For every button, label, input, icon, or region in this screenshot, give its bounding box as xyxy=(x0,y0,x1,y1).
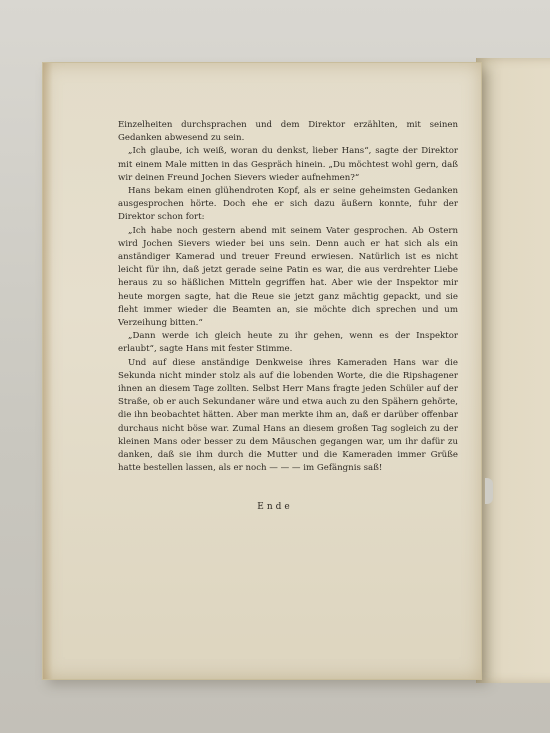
end-marker: Ende xyxy=(257,502,293,512)
paragraph-3: Hans bekam einen glühendroten Kopf, als er seine geheimsten Gedanken ausgesprochen hörte. Doch ehe er sich dazu äußern konnte, fuhr der Direktor schon fort: xyxy=(118,186,458,223)
paragraph-2: „Ich glaube, ich weiß, woran du denkst, lieber Hans“, sagte der Direktor mit einem Male mitten in das Gespräch hinein. „Du möchtest wohl gern, daß wir deinen Freund Jochen Sievers wieder aufnehmen?“ xyxy=(118,146,458,183)
page-tear xyxy=(485,478,493,504)
paragraph-4: „Ich habe noch gestern abend mit seinem Vater gesprochen. Ab Ostern wird Jochen Sievers wieder bei uns sein. Denn auch er hat sich als ein anständiger Kamerad und treuer Freund erwiesen. Natürlich ist es nicht leicht für ihn, daß jetzt gerade seine Patin es war, die aus verdrehter Liebe heraus zu so häßlichen Mitteln gegriffen hat. Aber wie der Inspektor mir heute morgen sagte, hat die Reue sie jetzt ganz mächtig gepackt, und sie fleht immer wieder die Beamten an, sie möchte dich sprechen und um Verzeihung bitten.“ xyxy=(118,225,458,329)
paragraph-1: Einzelheiten durchsprachen und dem Direktor erzählten, mit seinen Gedanken abwesend zu sein. xyxy=(118,120,458,144)
paragraph-5: „Dann werde ich gleich heute zu ihr gehen, wenn es der Inspektor erlaubt“, sagte Hans mit fester Stimme. xyxy=(118,331,458,355)
page-text xyxy=(118,119,458,475)
paragraph-6: Und auf diese anständige Denkweise ihres Kameraden Hans war die Sekunda nicht minder stolz als auf die lobenden Worte, die die Ripshagener ihnen an diesem Tage zollten. Selbst Herr Mans fragte jeden Schüler auf der Straße, ob er auch Sekundaner wäre und etwa auch zu den Spähern gehörte, die ihn beobachtet hätten. Aber man merkte ihm an, daß er darüber offenbar durchaus nicht böse war. Zumal Hans an diesem großen Tag sogleich zu der kleinen Mans oder besser zu dem Mäuschen gegangen war, um ihr dafür zu danken, daß sie ihm durch die Mutter und die Kameraden immer Grüße hatte bestellen lassen, als er noch — — — im Gefängnis saß! xyxy=(118,357,458,474)
